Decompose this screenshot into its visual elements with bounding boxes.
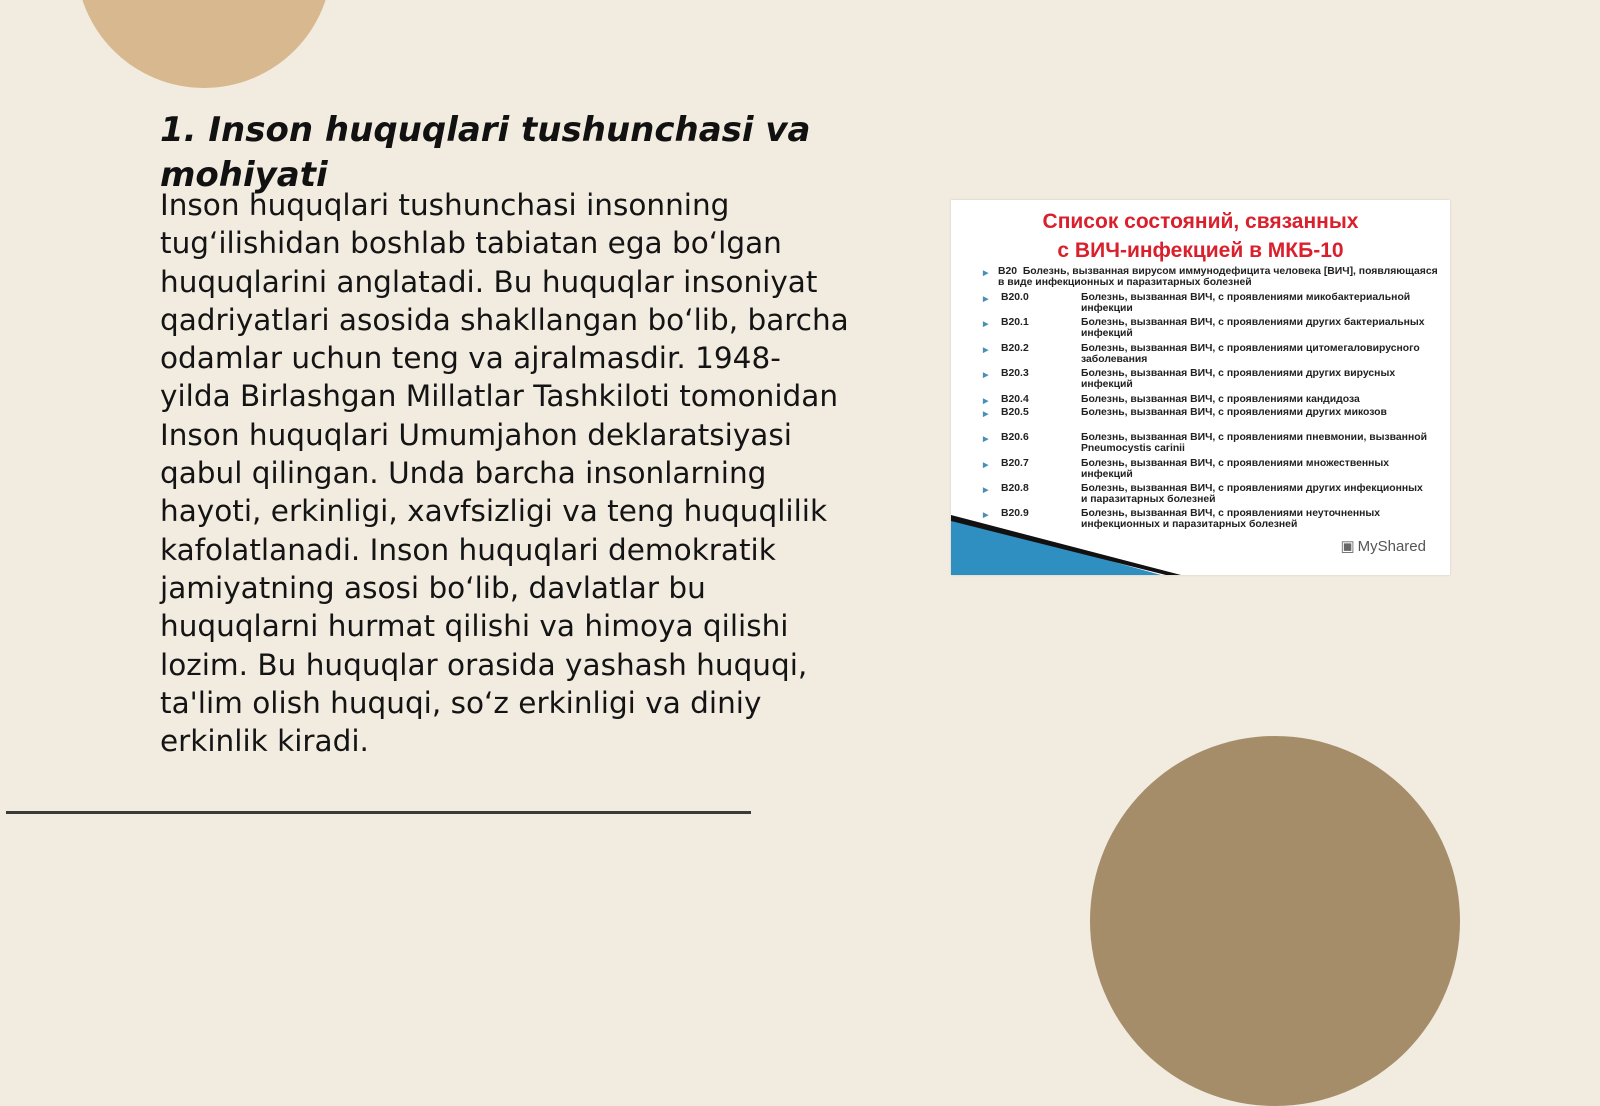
bullet-icon: ▶: [983, 347, 989, 354]
icd-code: B20.2: [1001, 343, 1029, 354]
icd-description: Болезнь, вызванная ВИЧ, с проявлениями множественных инфекций: [1081, 458, 1390, 480]
icd-code: B20.4: [1001, 394, 1029, 405]
decorative-circle-top: [76, 0, 332, 88]
list-item: [951, 458, 1450, 484]
icd-description: Болезнь, вызванная ВИЧ, с проявлениями других вирусных инфекций: [1081, 368, 1396, 390]
icd-code: B20.3: [1001, 368, 1029, 379]
icd-description: Болезнь, вызванная ВИЧ, с проявлениями других микозов: [1081, 407, 1387, 418]
slide-body-text: Inson huquqlari tushunchasi insonning tug‘ilishidan boshlab tabiatan ega bo‘lgan huquqlarini anglatadi. Bu huquqlar insoniyat qadriyatlari asosida shakllangan bo‘lib, barcha odamlar uchun teng va ajralmasdir. 1948-yilda Birlashgan Millatlar Tashkiloti tomonidan Inson huquqlari Umumjahon deklaratsiyasi qabul qilingan. Unda barcha insonlarning hayoti, erkinligi, xavfsizligi va teng huquqlilik kafolatlanadi. Inson huquqlari demokratik jamiyatning asosi bo‘lib, davlatlar bu huquqlarni hurmat qilishi va himoya qilishi lozim. Bu huquqlar orasida yashash huquqi, ta'lim olish huquqi, so‘z erkinligi va diniy erkinlik kiradi.: [160, 188, 849, 759]
bullet-icon: ▶: [983, 487, 989, 494]
list-item: [951, 407, 1450, 433]
icd-code: B20.0: [1001, 292, 1029, 303]
image-title-line-2: с ВИЧ-инфекцией в МКБ-10: [1057, 239, 1344, 262]
bullet-icon: ▶: [983, 512, 989, 519]
icd-description: Болезнь, вызванная ВИЧ, с проявлениями пневмонии, вызванной Pneumocystis carinii: [1081, 432, 1427, 454]
divider-line: [6, 811, 751, 814]
decorative-circle-bottom: [1090, 736, 1460, 1106]
icd-code: B20.7: [1001, 458, 1029, 469]
slide-title: 1. Inson huquqlari tushunchasi va mohiyati: [160, 110, 811, 195]
icd-description: Болезнь, вызванная ВИЧ, с проявлениями других бактериальных инфекций: [1081, 317, 1425, 339]
bullet-icon: ▶: [983, 398, 989, 405]
lead-code: B20: [998, 266, 1018, 277]
list-item: [951, 432, 1450, 458]
list-item: [951, 368, 1450, 394]
bullet-icon: ▶: [983, 270, 989, 277]
list-item: [951, 292, 1450, 318]
bullet-icon: ▶: [983, 372, 989, 379]
icd-code: B20.1: [1001, 317, 1029, 328]
bullet-icon: ▶: [983, 321, 989, 328]
embedded-slide-image: [951, 200, 1450, 575]
icd-code: B20.9: [1001, 508, 1029, 519]
list-item: [951, 343, 1450, 369]
image-lead-item: [983, 266, 1438, 288]
icd-description: Болезнь, вызванная ВИЧ, с проявлениями других инфекционных и паразитарных болезней: [1081, 483, 1423, 505]
icd-description: Болезнь, вызванная ВИЧ, с проявлениями цитомегаловирусного заболевания: [1081, 343, 1420, 365]
bullet-icon: ▶: [983, 296, 989, 303]
image-title-line-1: Список состояний, связанных: [1042, 210, 1359, 233]
bullet-icon: ▶: [983, 436, 989, 443]
myshared-watermark: [1340, 537, 1426, 555]
watermark-label: MyShared: [1357, 538, 1426, 555]
list-item: [951, 317, 1450, 343]
lead-text: Болезнь, вызванная вирусом иммунодефицита человека [ВИЧ], появляющаяся в виде инфекционных и паразитарных болезней: [998, 266, 1438, 288]
icd-description: Болезнь, вызванная ВИЧ, с проявлениями неуточненных инфекционных и паразитарных болезней: [1081, 508, 1381, 530]
image-title: [951, 207, 1450, 265]
icd-description: Болезнь, вызванная ВИЧ, с проявлениями микобактериальной инфекции: [1081, 292, 1411, 314]
presentation-board-icon: ▣: [1340, 538, 1355, 555]
icd-code: B20.6: [1001, 432, 1029, 443]
icd-code: B20.8: [1001, 483, 1029, 494]
bullet-icon: ▶: [983, 462, 989, 469]
icd-code: B20.5: [1001, 407, 1029, 418]
icd-description: Болезнь, вызванная ВИЧ, с проявлениями кандидоза: [1081, 394, 1360, 405]
bullet-icon: ▶: [983, 411, 989, 418]
